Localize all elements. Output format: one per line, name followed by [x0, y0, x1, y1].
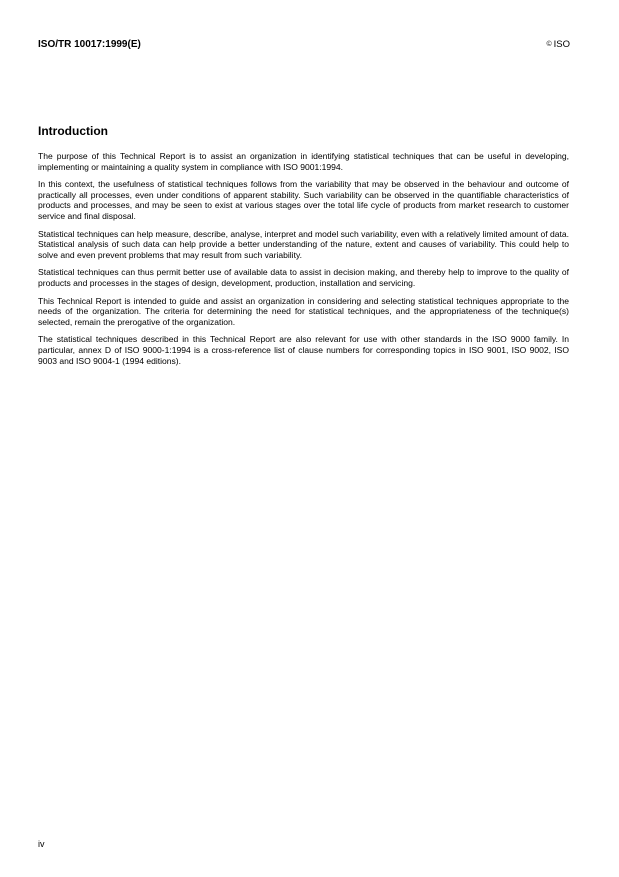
section-title: Introduction	[38, 124, 108, 138]
copyright-owner: ISO	[553, 39, 570, 50]
paragraph: Statistical techniques can help measure, describe, analyse, interpret and model such variability, even with a relatively limited amount of data. Statistical analysis of such data can help provide a better understanding of the nature, extent and causes of variability. This could help to solve and even prevent problems that may result from such variability.	[38, 228, 569, 260]
copyright-notice	[546, 38, 570, 51]
paragraph: The statistical techniques described in this Technical Report are also relevant for use with other standards in the ISO 9000 family. In particular, annex D of ISO 9000-1:1994 is a cross-reference list of clause numbers for corresponding topics in ISO 9001, ISO 9002, ISO 9003 and ISO 9004-1 (1994 editions).	[38, 334, 569, 366]
paragraph: This Technical Report is intended to guide and assist an organization in considering and selecting statistical techniques appropriate to the needs of the organization. The criteria for determining the need for statistical techniques, and the appropriateness of the technique(s) selected, remain the prerogative of the organization.	[38, 295, 569, 327]
paragraph: Statistical techniques can thus permit better use of available data to assist in decision making, and thereby help to improve to the quality of products and processes in the stages of design, development, production, installation and servicing.	[38, 267, 569, 288]
copyright-icon: ©	[546, 41, 552, 48]
document-id: ISO/TR 10017:1999(E)	[38, 39, 141, 50]
page-number: iv	[38, 839, 45, 849]
paragraph: In this context, the usefulness of statistical techniques follows from the variability that may be observed in the behaviour and outcome of practically all processes, even under conditions of apparent stability. Such variability can be observed in the quantifiable characteristics of products and processes, and may be seen to exist at various stages over the total life cycle of products from market research to customer service and final disposal.	[38, 179, 569, 221]
introduction-body	[38, 151, 569, 373]
paragraph: The purpose of this Technical Report is to assist an organization in identifying statistical techniques that can be useful in developing, implementing or maintaining a quality system in compliance with ISO 9001:1994.	[38, 151, 569, 172]
